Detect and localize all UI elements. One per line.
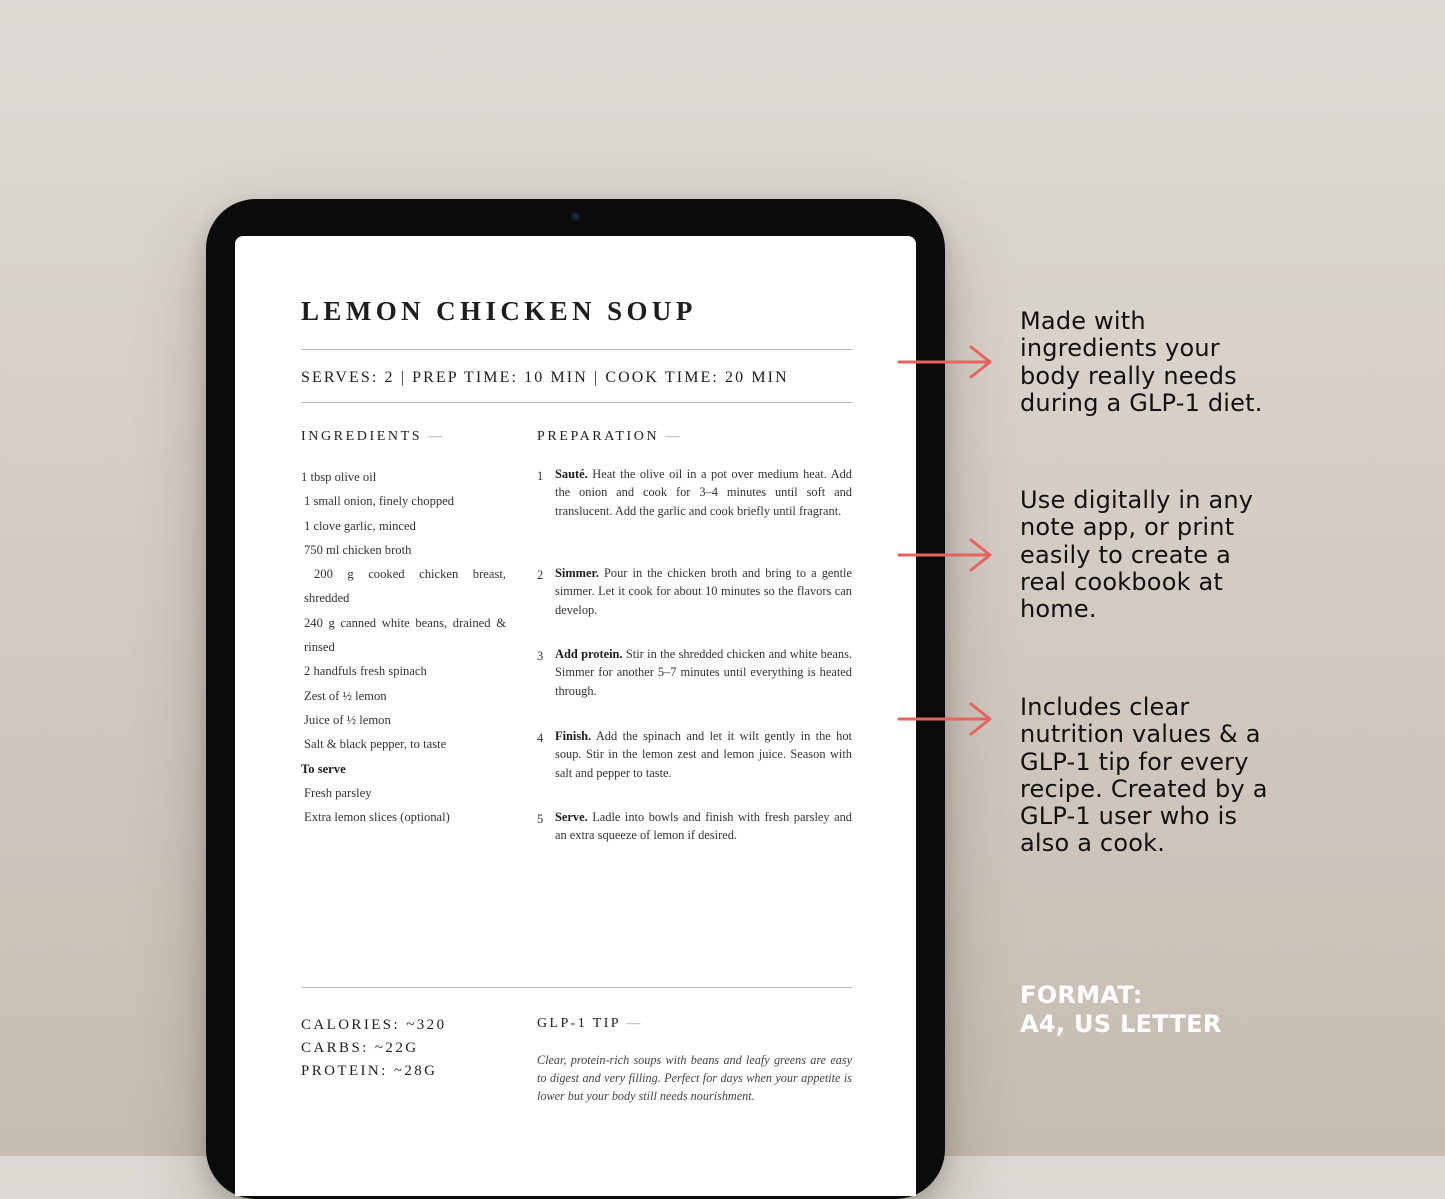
callout-nutrition: Includes clear nutrition values & a GLP-1 tip for every recipe. Created by a GLP-1 user who is also a cook. — [1020, 693, 1268, 858]
ingredient-item: 2 handfuls fresh spinach — [304, 664, 427, 679]
arrow-right-icon — [897, 537, 997, 573]
ingredient-item: 200 g cooked chicken breast, shredded — [304, 567, 506, 606]
ingredient-item: 1 tbsp olive oil — [301, 470, 377, 484]
step-item — [537, 465, 852, 520]
step-lead: Finish. — [555, 729, 592, 743]
tablet-frame — [206, 199, 945, 1199]
ingredient-list — [301, 465, 506, 829]
step-lead: Add protein. — [555, 647, 623, 661]
camera-icon — [571, 212, 580, 221]
nutrition-summary — [301, 1014, 446, 1083]
ingredient-item: 750 ml chicken broth — [304, 542, 412, 557]
step-text: Stir in the shredded chicken and white beans. Simmer for another 5–7 minutes until everything is heated through. — [555, 647, 852, 698]
ingredient-item: 1 clove garlic, minced — [304, 518, 416, 533]
step-item — [537, 727, 852, 782]
step-number: 4 — [537, 731, 544, 745]
calories-value: CALORIES: ~320 — [301, 1017, 447, 1033]
step-text: Ladle into bowls and finish with fresh parsley and an extra squeeze of lemon if desired. — [555, 810, 852, 843]
callout-digital-use: Use digitally in any note app, or print easily to create a real cookbook at home. — [1020, 486, 1254, 624]
step-number: 5 — [537, 812, 544, 826]
preparation-heading: PREPARATION — — [537, 429, 680, 444]
step-item — [537, 645, 852, 700]
divider-bottom — [301, 987, 852, 988]
ingredients-heading: INGREDIENTS — — [301, 429, 443, 444]
step-number: 2 — [537, 568, 544, 582]
carbs-value: CARBS: ~22G — [301, 1040, 419, 1056]
arrow-right-icon — [897, 701, 997, 737]
recipe-page — [235, 236, 916, 1196]
arrow-right-icon — [897, 344, 997, 380]
ingredient-subheading: To serve — [301, 761, 346, 776]
callout-ingredients: Made with ingredients your body really needs during a GLP-1 diet. — [1020, 307, 1263, 417]
step-number: 1 — [537, 469, 544, 483]
step-lead: Simmer. — [555, 566, 599, 580]
format-label: FORMAT: A4, US LETTER — [1020, 981, 1222, 1038]
divider-top — [301, 349, 852, 350]
ingredient-item: Fresh parsley — [304, 785, 372, 800]
step-lead: Serve. — [555, 810, 588, 824]
step-lead: Sauté. — [555, 467, 588, 481]
recipe-meta: SERVES: 2 | PREP TIME: 10 MIN | COOK TIME: 20 MIN — [301, 369, 789, 386]
step-number: 3 — [537, 649, 544, 663]
step-text: Pour in the chicken broth and bring to a gentle simmer. Let it cook for about 10 minutes so the flavors can develop. — [555, 566, 852, 617]
protein-value: PROTEIN: ~28G — [301, 1063, 438, 1079]
step-text: Add the spinach and let it wilt gently in the hot soup. Stir in the lemon zest and lemon juice. Season with salt and pepper to taste. — [555, 729, 852, 780]
recipe-title: LEMON CHICKEN SOUP — [301, 296, 697, 326]
step-item — [537, 808, 852, 845]
ingredient-item: 240 g canned white beans, drained & rinsed — [304, 615, 506, 655]
tip-text: Clear, protein-rich soups with beans and leafy greens are easy to digest and very filling. Perfect for days when your appetite is lower but your body still needs nourishment. — [537, 1053, 852, 1104]
step-text: Heat the olive oil in a pot over medium heat. Add the onion and cook for 3–4 minutes until soft and translucent. Add the garlic and cook briefly until fragrant. — [555, 467, 852, 518]
step-item — [537, 564, 852, 619]
divider-meta — [301, 402, 852, 403]
ingredient-item: Extra lemon slices (optional) — [304, 810, 450, 825]
ingredient-item: Juice of ½ lemon — [304, 712, 391, 727]
ingredient-item: Salt & black pepper, to taste — [304, 737, 447, 752]
ingredient-item: 1 small onion, finely chopped — [304, 494, 455, 509]
ingredient-item: Zest of ½ lemon — [304, 688, 387, 703]
tip-heading: GLP-1 TIP — — [537, 1016, 641, 1031]
